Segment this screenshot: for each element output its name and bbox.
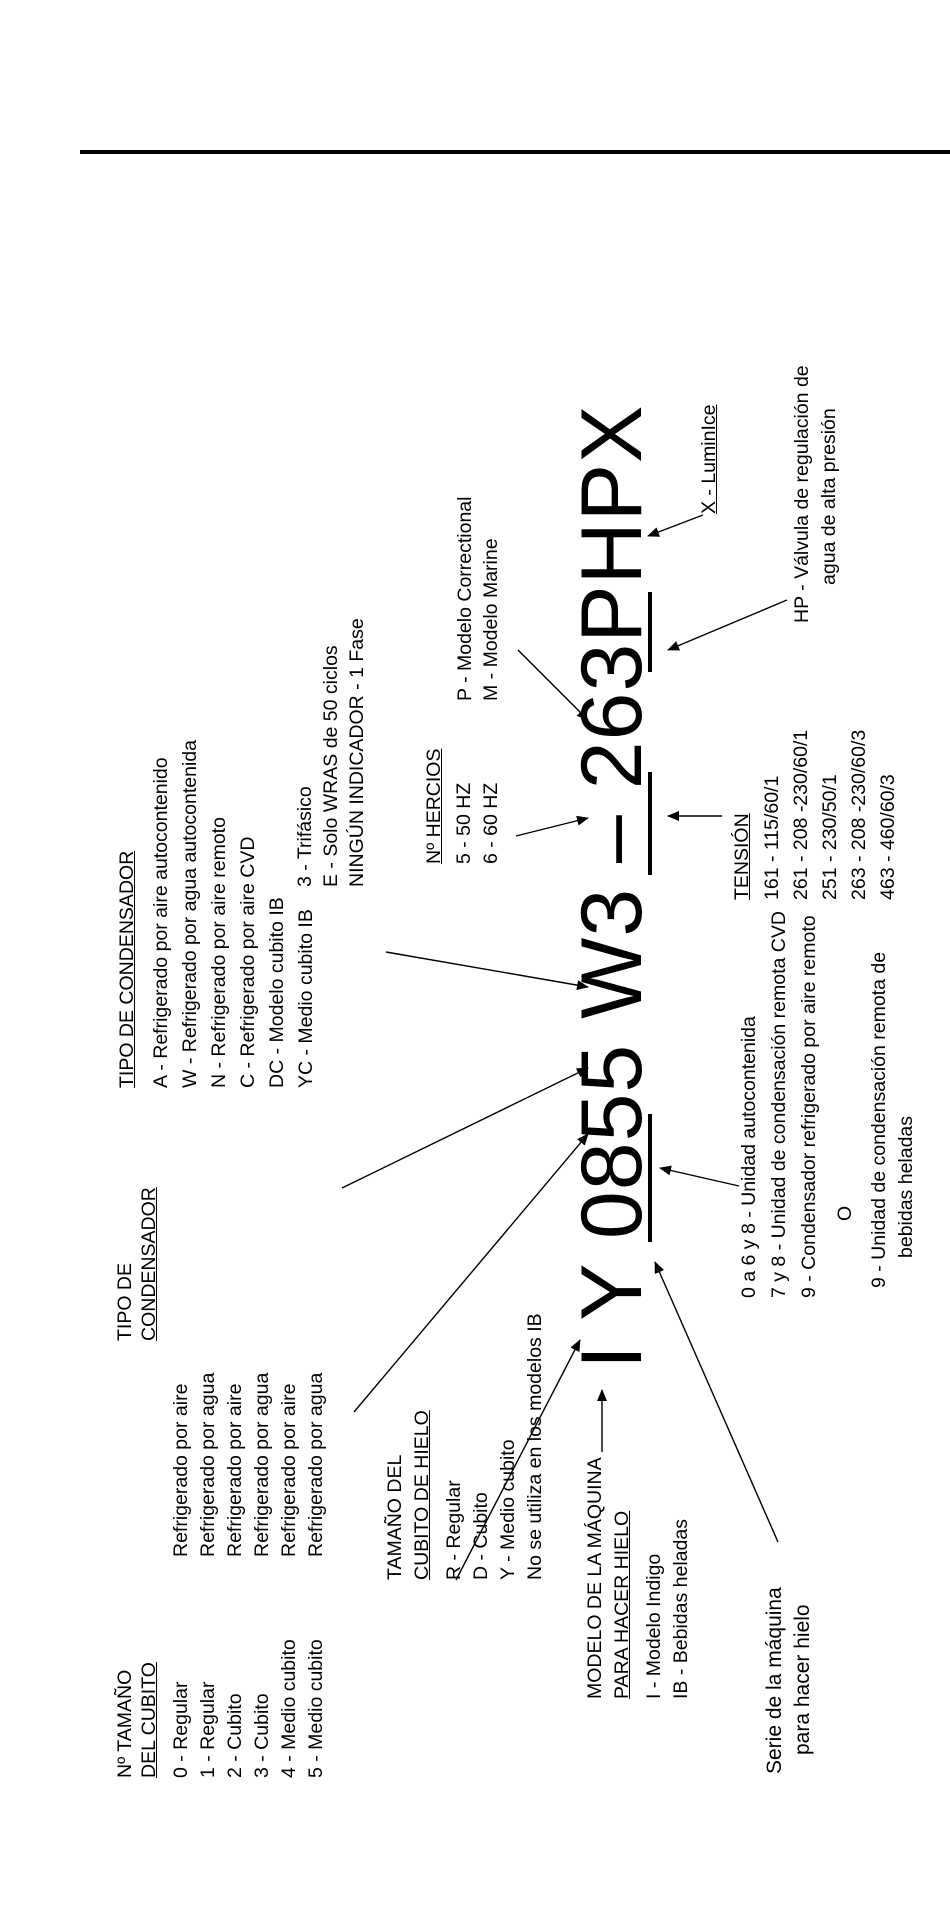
unit-type-line-5: bebidas heladas [895, 1115, 917, 1258]
cube-size-heading-2: DEL CUBITO [138, 1662, 160, 1778]
condenser-small-item: Refrigerado por aire [170, 1383, 192, 1557]
hertz-title: Nº HERCIOS [423, 748, 445, 864]
condenser-small-item: Refrigerado por agua [305, 1372, 327, 1557]
condenser-small-item: Refrigerado por agua [197, 1372, 219, 1557]
voltage-item: 463 - 460/60/3 [877, 774, 899, 900]
phase-item: E - Solo WRAS de 50 ciclos [320, 645, 342, 887]
cube-size-heading-1: Nº TAMAÑO [114, 1669, 136, 1778]
machine-model-heading-1: MODELO DE LA MÁQUINA [584, 1457, 606, 1699]
voltage-item: 263 - 208 -230/60/3 [848, 729, 870, 900]
condenser-small-item: Refrigerado por aire [224, 1383, 246, 1557]
voltage-title: TENSIÓN [731, 813, 753, 900]
ice-size-heading-2: CUBITO DE HIELO [411, 1410, 433, 1580]
cube-size-item: 1 - Regular [197, 1681, 219, 1778]
machine-model-item: I - Modelo Indigo [643, 1553, 665, 1699]
series-line-1: Serie de la máquina [763, 1587, 786, 1774]
condenser-type-item: C - Refrigerado por aire CVD [237, 836, 259, 1088]
ice-size-heading-1: TAMAÑO DEL [384, 1454, 406, 1580]
ice-size-item: No se utiliza en los modelos IB [524, 1313, 546, 1580]
condenser-type-item: A - Refrigerado por aire autocontenido [150, 757, 172, 1088]
cube-size-item: 5 - Medio cubito [305, 1639, 327, 1778]
condenser-type-title: TIPO DE CONDENSADOR [116, 850, 138, 1088]
model-code-part2: 263PHPX [564, 404, 660, 815]
model-code-dash: – [564, 814, 660, 863]
condenser-small-item: Refrigerado por agua [251, 1372, 273, 1557]
voltage-item: 261 - 208 -230/60/1 [790, 729, 812, 900]
model-type-item: M - Modelo Marine [480, 538, 502, 701]
condenser-type-item: YC - Medio cubito IB [295, 909, 317, 1088]
condenser-small-heading-2: CONDENSADOR [138, 1187, 160, 1341]
unit-type-item: 0 a 6 y 8 - Unidad autocontenida [738, 1016, 760, 1298]
model-code-part1: I Y 0855 W3 [564, 862, 660, 1369]
phase-item: NINGÚN INDICADOR - 1 Fase [346, 618, 368, 887]
unit-type-line-4: 9 - Unidad de condensación remota de [868, 951, 890, 1288]
cube-size-item: 2 - Cubito [224, 1693, 246, 1778]
condenser-type-item: N - Refrigerado por aire remoto [208, 817, 230, 1088]
unit-type-item: 9 - Condensador refrigerado por aire remoto [798, 915, 820, 1298]
cube-size-item: 3 - Cubito [251, 1693, 273, 1778]
condenser-small-heading-1: TIPO DE [114, 1262, 136, 1341]
ice-size-item: Y - Medio cubito [497, 1439, 519, 1580]
luminice-label: X - LuminIce [698, 404, 720, 514]
model-code [564, 404, 660, 1369]
condenser-small-item: Refrigerado por aire [278, 1383, 300, 1557]
hertz-item: 6 - 60 HZ [480, 782, 502, 864]
hp-line-2: agua de alta presión [818, 408, 840, 585]
machine-model-item: IB - Bebidas heladas [670, 1519, 692, 1699]
ice-size-item: R - Regular [443, 1480, 465, 1580]
condenser-type-item: W - Refrigerado por agua autocontenida [179, 740, 201, 1088]
cube-size-item: 4 - Medio cubito [278, 1639, 300, 1778]
voltage-item: 251 - 230/50/1 [819, 774, 841, 900]
phase-item: 3 - Trifásico [294, 786, 316, 887]
unit-type-item: 7 y 8 - Unidad de condensación remota CVD [768, 911, 790, 1298]
condenser-type-item: DC - Modelo cubito IB [266, 897, 288, 1088]
voltage-item: 161 - 115/60/1 [761, 775, 783, 900]
ice-size-item: D - Cubito [470, 1492, 492, 1580]
cube-size-item: 0 - Regular [170, 1681, 192, 1778]
machine-model-heading-2: PARA HACER HIELO [611, 1510, 633, 1699]
hp-line-1: HP - Válvula de regulación de [791, 365, 813, 623]
model-type-item: P - Modelo Correctional [454, 496, 476, 701]
series-line-2: para hacer hielo [791, 1604, 814, 1755]
unit-type-or: O [834, 1205, 856, 1221]
hertz-item: 5 - 50 HZ [453, 782, 475, 864]
